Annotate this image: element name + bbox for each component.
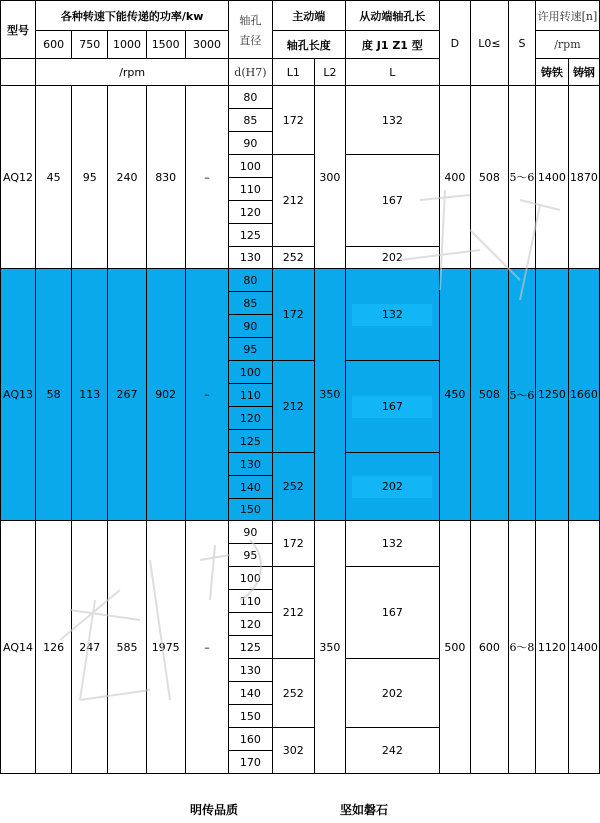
n-iron-cell: 1250 <box>535 269 568 521</box>
n-iron-cell: 1400 <box>535 86 568 269</box>
bore-cell: 130 <box>229 453 272 476</box>
power-cell: 830 <box>146 86 185 269</box>
l1-cell: 212 <box>272 155 314 247</box>
power-cell: 247 <box>72 521 108 774</box>
bore-cell: 100 <box>229 361 272 384</box>
bore-cell: 85 <box>229 292 272 315</box>
bore-cell: 100 <box>229 567 272 590</box>
bore-cell: 120 <box>229 201 272 224</box>
l-cell: 242 <box>345 728 439 774</box>
s-cell: 5～6 <box>509 269 536 521</box>
l1-cell: 172 <box>272 86 314 155</box>
l-cell <box>345 453 439 521</box>
l-cell: 202 <box>345 247 439 269</box>
n-steel-cell: 1400 <box>568 521 599 774</box>
l-cell <box>345 269 439 361</box>
d-cell: 450 <box>439 269 470 521</box>
model-cell-aq12: AQ12 <box>1 86 36 269</box>
bore-cell: 125 <box>229 224 272 247</box>
n-steel-cell: 1870 <box>568 86 599 269</box>
power-cell: – <box>185 269 228 521</box>
driven-header-1: 从动端轴孔长 <box>345 1 439 31</box>
driven-header-2: 度 J1 Z1 型 <box>345 31 439 59</box>
cast-iron-header: 铸铁 <box>535 59 568 86</box>
power-cell: 126 <box>36 521 72 774</box>
model-cell-aq14: AQ14 <box>1 521 36 774</box>
table-row <box>1 86 600 109</box>
l-cell: 132 <box>345 521 439 567</box>
power-cell: – <box>185 86 228 269</box>
bore-cell: 130 <box>229 247 272 269</box>
power-cell: 902 <box>146 269 185 521</box>
l2-cell: 350 <box>314 521 345 774</box>
speed-3000: 3000 <box>185 31 228 59</box>
power-cell: 45 <box>36 86 72 269</box>
bore-cell: 110 <box>229 590 272 613</box>
bore-cell: 85 <box>229 109 272 132</box>
power-cell: 585 <box>108 521 146 774</box>
l1-cell: 252 <box>272 659 314 728</box>
speed-1500: 1500 <box>146 31 185 59</box>
power-cell: 113 <box>72 269 108 521</box>
l1-cell: 252 <box>272 247 314 269</box>
allowed-speed-unit: /rpm <box>535 31 599 59</box>
bore-cell: 110 <box>229 178 272 201</box>
l1-cell: 172 <box>272 269 314 361</box>
model-header-blank <box>1 59 36 86</box>
l0-cell: 508 <box>470 269 508 521</box>
bore-cell: 90 <box>229 132 272 155</box>
bore-cell: 100 <box>229 155 272 178</box>
bore-cell: 140 <box>229 476 272 499</box>
model-cell-aq13: AQ13 <box>1 269 36 521</box>
driver-header-1: 主动端 <box>272 1 345 31</box>
bore-header-line-2: 直径 <box>239 33 262 47</box>
s-cell: 6～8 <box>509 521 536 774</box>
l-value-box: 202 <box>352 476 432 498</box>
bore-cell: 160 <box>229 728 272 751</box>
bore-cell: 80 <box>229 269 272 292</box>
bore-cell: 80 <box>229 86 272 109</box>
bore-cell: 130 <box>229 659 272 682</box>
bore-cell: 95 <box>229 544 272 567</box>
l2-header: L2 <box>314 59 345 86</box>
d-cell: 500 <box>439 521 470 774</box>
d-header: D <box>439 1 470 86</box>
l-cell <box>345 361 439 453</box>
l0-cell: 508 <box>470 86 508 269</box>
bore-cell: 170 <box>229 751 272 774</box>
power-cell: 95 <box>72 86 108 269</box>
header-row-1 <box>1 1 600 31</box>
l1-cell: 252 <box>272 453 314 521</box>
power-cell: 267 <box>108 269 146 521</box>
bore-header-line-1: 轴孔 <box>239 13 262 27</box>
power-header: 各种转速下能传递的功率/kw <box>36 1 229 31</box>
cast-steel-header: 铸钢 <box>568 59 599 86</box>
bore-cell: 90 <box>229 315 272 338</box>
l2-cell: 300 <box>314 86 345 269</box>
bore-header <box>229 1 272 59</box>
l2-cell: 350 <box>314 269 345 521</box>
speed-750: 750 <box>72 31 108 59</box>
l-header: L <box>345 59 439 86</box>
bore-cell: 95 <box>229 338 272 361</box>
bore-cell: 120 <box>229 613 272 636</box>
l-value-box: 132 <box>352 304 432 326</box>
l0-cell: 600 <box>470 521 508 774</box>
d-cell: 400 <box>439 86 470 269</box>
bore-cell: 110 <box>229 384 272 407</box>
n-iron-cell: 1120 <box>535 521 568 774</box>
bore-header-unit: d(H7) <box>229 59 272 86</box>
bore-cell: 150 <box>229 499 272 521</box>
power-cell: – <box>185 521 228 774</box>
s-header: S <box>509 1 536 86</box>
power-cell: 58 <box>36 269 72 521</box>
footer-right-slogan: 坚如磐石 <box>340 803 389 817</box>
l1-cell: 172 <box>272 521 314 567</box>
allowed-speed-header: 许用转速[n] <box>535 1 599 31</box>
l0-header: L0≤ <box>470 1 508 86</box>
speed-unit: /rpm <box>36 59 229 86</box>
l-cell: 202 <box>345 659 439 728</box>
power-cell: 1975 <box>146 521 185 774</box>
l-value-box: 167 <box>352 396 432 418</box>
speed-1000: 1000 <box>108 31 146 59</box>
l-cell: 167 <box>345 567 439 659</box>
l1-cell: 212 <box>272 361 314 453</box>
bore-cell: 150 <box>229 705 272 728</box>
footer-left-slogan: 明传品质 <box>190 803 239 817</box>
l1-cell: 212 <box>272 567 314 659</box>
bore-cell: 140 <box>229 682 272 705</box>
bore-cell: 125 <box>229 636 272 659</box>
l-cell: 132 <box>345 86 439 155</box>
table-row <box>1 521 600 544</box>
l1-header: L1 <box>272 59 314 86</box>
bore-cell: 90 <box>229 521 272 544</box>
driver-header-2: 轴孔长度 <box>272 31 345 59</box>
power-cell: 240 <box>108 86 146 269</box>
table-row <box>1 269 600 292</box>
model-header: 型号 <box>1 1 36 59</box>
l1-cell: 302 <box>272 728 314 774</box>
bore-cell: 120 <box>229 407 272 430</box>
speed-600: 600 <box>36 31 72 59</box>
l-cell: 167 <box>345 155 439 247</box>
n-steel-cell: 1660 <box>568 269 599 521</box>
s-cell: 5～6 <box>509 86 536 269</box>
bore-cell: 125 <box>229 430 272 453</box>
